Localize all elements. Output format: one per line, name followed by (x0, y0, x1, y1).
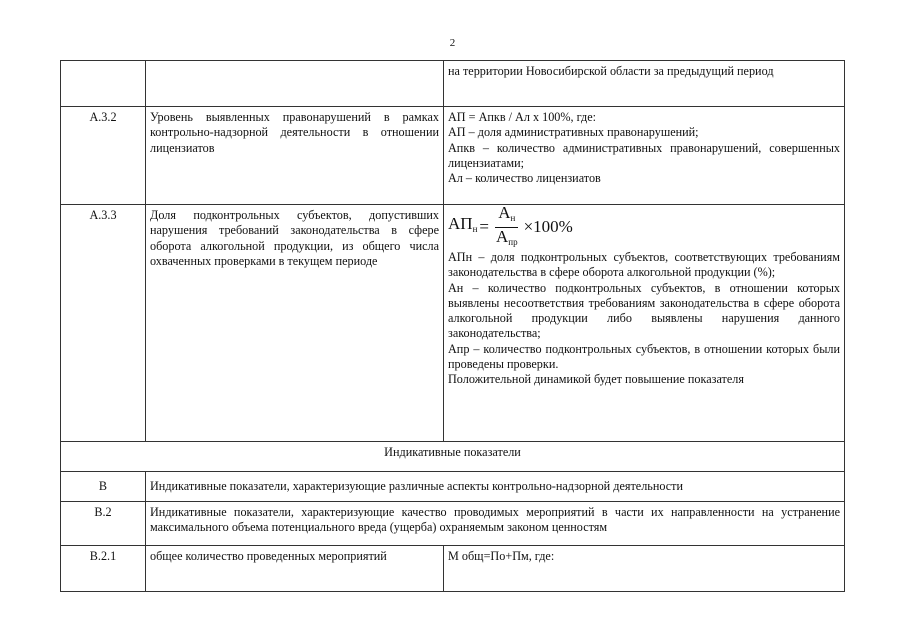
page-number: 2 (449, 37, 456, 49)
description-line: Апкв – количество административных правонарушений, совершенных лицензиатами; (448, 140, 840, 170)
section-heading: Индикативные показатели (61, 442, 845, 472)
row-code: А.3.2 (61, 107, 146, 205)
description-line: АПн – доля подконтрольных субъектов, соответствующих требованиям законодательства в сфере оборота алкогольной продукции (%); (448, 250, 840, 280)
row-description (444, 107, 845, 205)
row-code: В.2 (61, 502, 146, 546)
row-name: общее количество проведенных мероприятий (146, 546, 444, 592)
indicators-table (60, 60, 845, 592)
formula-lhs: $АП_н$ (448, 214, 478, 235)
formula-multiplier: ×100% (523, 217, 573, 237)
row-name: Уровень выявленных правонарушений в рамках контрольно-надзорной деятельности в отношении лицензиатов (146, 107, 444, 205)
row-name (146, 61, 444, 107)
formula-equals: = (479, 217, 489, 237)
description-line: Ал – количество лицензиатов (448, 171, 601, 186)
row-code: В (61, 472, 146, 502)
row-text: Индикативные показатели, характеризующие качество проводимых мероприятий в части их направленности на устранение максимального объема потенциального вреда (ущерба) охраняемым законом ценностям (146, 502, 845, 546)
description-line: на территории Новосибирской области за предыдущий период (448, 64, 774, 78)
description-line: Ан – количество подконтрольных субъектов, в отношении которых выявлены несоответствия требованиям законодательства в сфере оборота алкогольной продукции либо выявлены нарушения данного законодательства; (448, 280, 840, 341)
formula (448, 202, 840, 247)
row-name: Доля подконтрольных субъектов, допустивших нарушения требований законодательства в сфере оборота алкогольной продукции, из общего числа охваченных проверками в текущем периоде (146, 205, 444, 442)
row-code: В.2.1 (61, 546, 146, 592)
row-description (444, 61, 845, 107)
row-code: А.3.3 (61, 205, 146, 442)
formula-fraction (493, 204, 521, 251)
description-line: АП = Апкв / Ал х 100%, где: (448, 110, 597, 124)
description-line: АП – доля административных правонарушений; (448, 125, 699, 140)
table-row (61, 61, 845, 107)
table-row (61, 546, 845, 592)
formula-denominator: $А_{пр}$ (495, 226, 518, 247)
table-row (61, 472, 845, 502)
row-description (444, 202, 845, 442)
row-text: Индикативные показатели, характеризующие различные аспекты контрольно-надзорной деятельности (146, 472, 845, 502)
description-line: М общ=По+Пм, где: (448, 549, 555, 563)
table-row (61, 442, 845, 472)
description-line: Апр – количество подконтрольных субъектов, в отношении которых были проведены проверки. (448, 341, 840, 372)
row-code (61, 61, 146, 107)
table-row (61, 502, 845, 546)
table-row (61, 107, 845, 205)
row-description (444, 546, 845, 592)
table-row (61, 205, 845, 442)
formula-numerator: $А_н$ (495, 204, 518, 228)
description-line: Положительной динамикой будет повышение показателя (448, 372, 744, 387)
